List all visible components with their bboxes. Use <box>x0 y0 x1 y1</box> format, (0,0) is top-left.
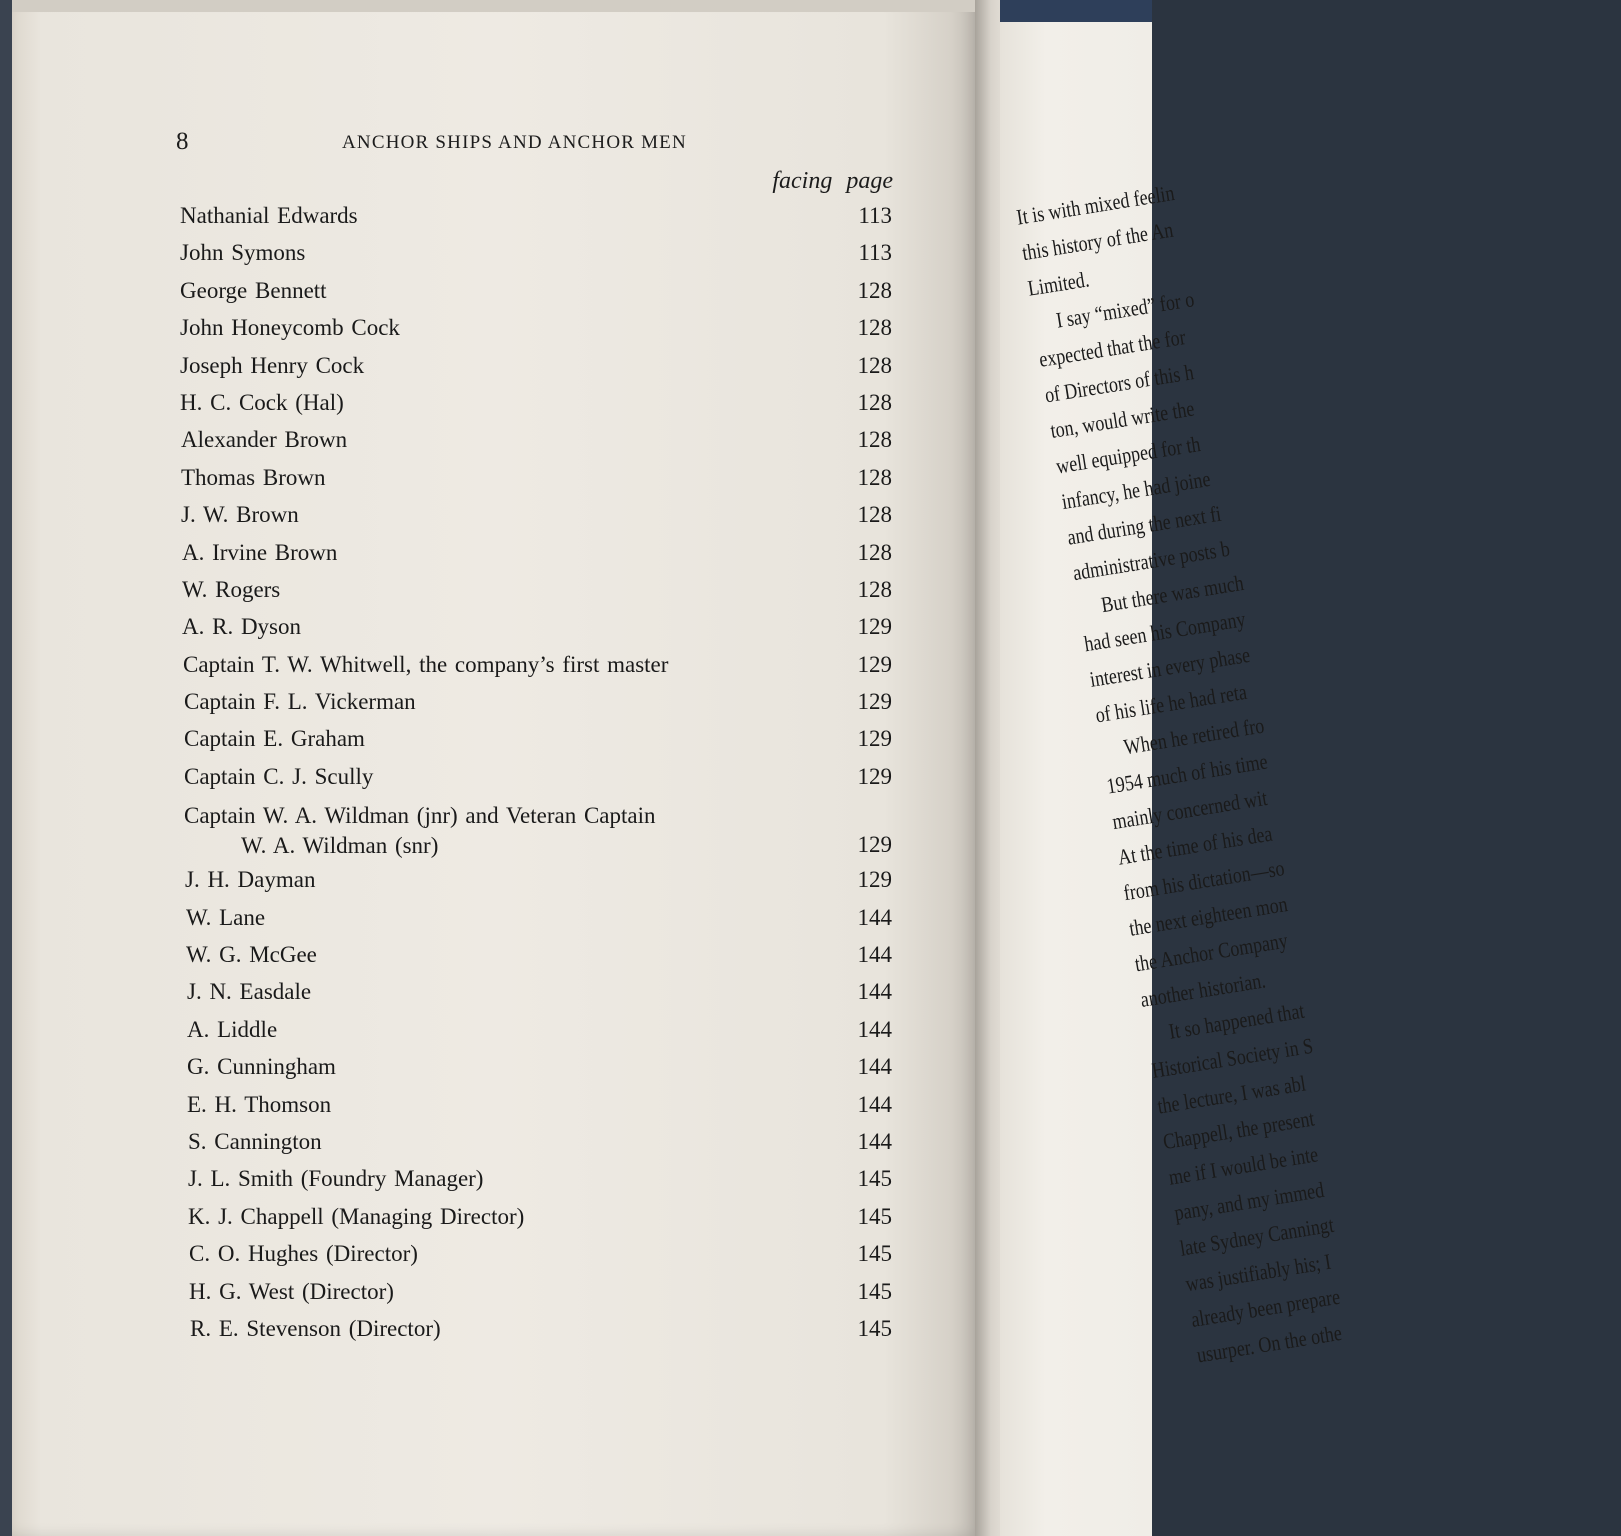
entry-name <box>180 278 327 304</box>
running-head: ANCHOR SHIPS AND ANCHOR MEN <box>342 132 687 153</box>
entry-name <box>180 315 400 341</box>
right-page-line: ton, would write the <box>1048 395 1197 443</box>
right-page-line: pany, and my immed <box>1172 1176 1326 1226</box>
list-item <box>180 652 892 689</box>
entry-page-number: 145 <box>857 1166 892 1192</box>
right-page-line: Historical Society in S <box>1149 1032 1315 1083</box>
entry-name <box>188 1166 483 1192</box>
right-page-line: of his life he had reta <box>1093 678 1249 728</box>
right-page-line: I say “mixed” for o <box>1054 286 1196 333</box>
entry-name <box>182 577 280 603</box>
right-page-line: usurper. On the othe <box>1194 1319 1344 1368</box>
entry-name <box>183 652 668 678</box>
entry-name <box>187 979 311 1005</box>
entry-name-continuation: W. A. Wildman (snr) <box>241 833 439 859</box>
entry-name <box>181 427 347 453</box>
right-page-line: It so happened that <box>1166 997 1306 1044</box>
entry-page-number: 128 <box>857 315 892 341</box>
entry-name <box>182 614 301 640</box>
entry-page-number: 129 <box>857 832 892 858</box>
column-heading: facing page <box>772 168 893 194</box>
list-item <box>180 1316 892 1353</box>
list-item <box>180 801 892 867</box>
list-item <box>180 502 892 539</box>
list-item <box>180 390 892 427</box>
entry-page-number: 144 <box>857 942 892 968</box>
entry-name-text: H. C. Cock (Hal) <box>180 389 344 415</box>
right-page-line: already been prepare <box>1189 1283 1342 1332</box>
entry-name-text: J. W. Brown <box>181 502 299 528</box>
entry-page-number: 144 <box>857 1091 892 1117</box>
list-item <box>180 1129 892 1166</box>
entry-page-number: 129 <box>857 651 892 677</box>
right-page-line: from his dictation—so <box>1121 855 1287 906</box>
right-page-line: It is with mixed feelin <box>1014 180 1177 230</box>
entry-page-number: 144 <box>857 1128 892 1154</box>
list-item <box>180 942 892 979</box>
entry-name-text: Nathanial Edwards <box>180 203 358 228</box>
entry-name-text: W. Rogers <box>182 576 281 602</box>
list-item <box>180 203 892 240</box>
entry-name <box>184 689 416 715</box>
list-item <box>180 278 892 315</box>
entry-page-number: 129 <box>857 614 892 640</box>
entry-name-text: Captain C. J. Scully <box>184 763 374 789</box>
entry-name-text: G. Cunningham <box>187 1054 336 1080</box>
list-item <box>180 1241 892 1278</box>
entry-name-text: J. N. Easdale <box>187 979 312 1005</box>
right-page-line: infancy, he had joine <box>1059 465 1213 515</box>
entry-name <box>180 353 364 379</box>
list-item <box>180 726 892 763</box>
right-page-line: me if I would be inte <box>1166 1141 1320 1190</box>
right-page-line: But there was much <box>1099 569 1246 618</box>
entry-page-number: 128 <box>857 389 892 415</box>
entry-name-text: Captain E. Graham <box>184 726 365 752</box>
list-item <box>180 540 892 577</box>
entry-name <box>182 540 337 566</box>
list-item <box>180 427 892 464</box>
entry-name-text: John Honeycomb Cock <box>180 315 400 341</box>
right-page-text <box>1014 133 1621 1373</box>
right-page-line: mainly concerned wit <box>1110 784 1269 835</box>
entry-page-number: 128 <box>857 352 892 378</box>
entry-name-text: J. L. Smith (Foundry Manager) <box>188 1166 484 1192</box>
right-page-line: another historian. <box>1138 967 1268 1012</box>
entry-name-text: Captain T. W. Whitwell, the company’s first master <box>183 651 669 677</box>
entry-page-number: 145 <box>857 1241 892 1267</box>
entry-page-number: 128 <box>857 464 892 490</box>
page-number: 8 <box>176 128 189 155</box>
entry-name <box>181 502 299 528</box>
entry-name <box>188 1129 322 1155</box>
entry-name <box>187 1054 336 1080</box>
entry-name-text: R. E. Stevenson (Director) <box>190 1315 441 1341</box>
entry-name-text: George Bennett <box>180 277 327 303</box>
list-item <box>180 1279 892 1316</box>
entry-name-text: Captain W. A. Wildman (jnr) and Veteran Captain <box>184 803 656 829</box>
entry-page-number: 129 <box>857 726 892 752</box>
right-page-line: interest in every phase <box>1087 641 1252 692</box>
right-page-line: When he retired fro <box>1121 712 1266 760</box>
entry-page-number: 129 <box>857 689 892 715</box>
right-page-line: was justifiably his; I <box>1183 1248 1333 1297</box>
entry-name-text: K. J. Chappell (Managing Director) <box>188 1203 525 1229</box>
entry-page-number: 145 <box>857 1315 892 1341</box>
entry-name <box>180 203 358 229</box>
list-item <box>180 353 892 390</box>
right-page-line: well equipped for th <box>1054 431 1203 479</box>
entry-name-text: Thomas Brown <box>181 464 326 490</box>
right-page-line: At the time of his dea <box>1116 820 1274 870</box>
entry-name <box>180 240 305 266</box>
entry-name <box>187 1017 277 1043</box>
entry-name-text: A. Irvine Brown <box>182 539 338 565</box>
entry-page-number: 145 <box>857 1278 892 1304</box>
entry-name-text: J. H. Dayman <box>185 867 316 893</box>
entry-page-number: 129 <box>857 867 892 893</box>
entry-name <box>187 1092 331 1118</box>
list-item <box>180 1017 892 1054</box>
entry-name-text: Joseph Henry Cock <box>180 352 365 378</box>
right-page-line: and during the next fi <box>1065 500 1223 550</box>
right-page-line: of Directors of this h <box>1042 359 1196 408</box>
right-page-line: late Sydney Canningt <box>1178 1211 1336 1261</box>
entry-page-number: 144 <box>857 904 892 930</box>
right-page-line: 1954 much of his time <box>1104 748 1270 799</box>
list-item <box>180 867 892 904</box>
right-page-line: the Anchor Company <box>1133 927 1290 977</box>
entry-name <box>188 1204 524 1230</box>
entry-page-number: 144 <box>857 1054 892 1080</box>
entry-page-number: 128 <box>857 576 892 602</box>
list-item <box>180 764 892 801</box>
entry-name-text: E. H. Thomson <box>187 1091 332 1117</box>
right-page-line: the next eighteen mon <box>1127 891 1290 941</box>
right-page-line: administrative posts b <box>1071 535 1232 586</box>
right-page <box>1000 0 1344 1536</box>
list-item <box>180 1092 892 1129</box>
list-item <box>180 577 892 614</box>
entry-page-number: 128 <box>857 502 892 528</box>
entry-name-text: John Symons <box>180 240 306 266</box>
entry-name <box>190 1316 441 1342</box>
entry-page-number: 144 <box>857 1016 892 1042</box>
list-item <box>180 614 892 651</box>
entry-name <box>186 942 317 968</box>
entry-name-text: A. Liddle <box>187 1016 278 1042</box>
list-item <box>180 465 892 502</box>
entry-page-number: 128 <box>857 539 892 565</box>
entry-name-text: W. G. McGee <box>186 942 317 968</box>
list-item <box>180 979 892 1016</box>
list-item <box>180 689 892 726</box>
entry-page-number: 144 <box>857 979 892 1005</box>
right-page-line: Chappell, the present <box>1161 1105 1317 1155</box>
entry-name-text: H. G. West (Director) <box>189 1278 394 1304</box>
list-item <box>180 905 892 942</box>
list-item <box>180 1166 892 1203</box>
list-item <box>180 1204 892 1241</box>
list-item <box>180 240 892 277</box>
entry-page-number: 113 <box>858 240 892 266</box>
entry-page-number: 128 <box>857 277 892 303</box>
entry-name-text: Alexander Brown <box>181 427 348 453</box>
list-item <box>180 1054 892 1091</box>
entry-name <box>189 1241 418 1267</box>
entry-page-number: 129 <box>857 763 892 789</box>
page-header <box>176 128 736 162</box>
entry-name <box>186 905 265 931</box>
right-page-line: the lecture, I was abl <box>1155 1070 1308 1119</box>
right-page-line: this history of the An <box>1020 216 1175 266</box>
right-page-line: expected that the for <box>1037 324 1188 372</box>
entry-page-number: 113 <box>858 203 892 228</box>
entry-name <box>184 726 365 752</box>
entry-name-text: W. Lane <box>186 904 266 930</box>
entry-name <box>185 867 315 893</box>
entry-page-number: 145 <box>857 1203 892 1229</box>
entry-name-text: S. Cannington <box>188 1128 322 1154</box>
list-item <box>180 315 892 352</box>
entry-name-text: A. R. Dyson <box>182 614 302 640</box>
illustrations-list <box>180 203 892 1353</box>
cover-strip <box>1000 0 1152 22</box>
entry-name <box>189 1279 394 1305</box>
right-page-line: had seen his Company <box>1082 606 1248 657</box>
entry-name <box>181 465 325 491</box>
entry-name <box>184 764 373 790</box>
entry-name <box>184 801 774 861</box>
entry-name <box>180 390 344 416</box>
entry-page-number: 128 <box>857 427 892 453</box>
entry-name-text: Captain F. L. Vickerman <box>184 689 416 715</box>
right-page-line: Limited. <box>1026 266 1091 301</box>
entry-name-text: C. O. Hughes (Director) <box>189 1241 418 1267</box>
